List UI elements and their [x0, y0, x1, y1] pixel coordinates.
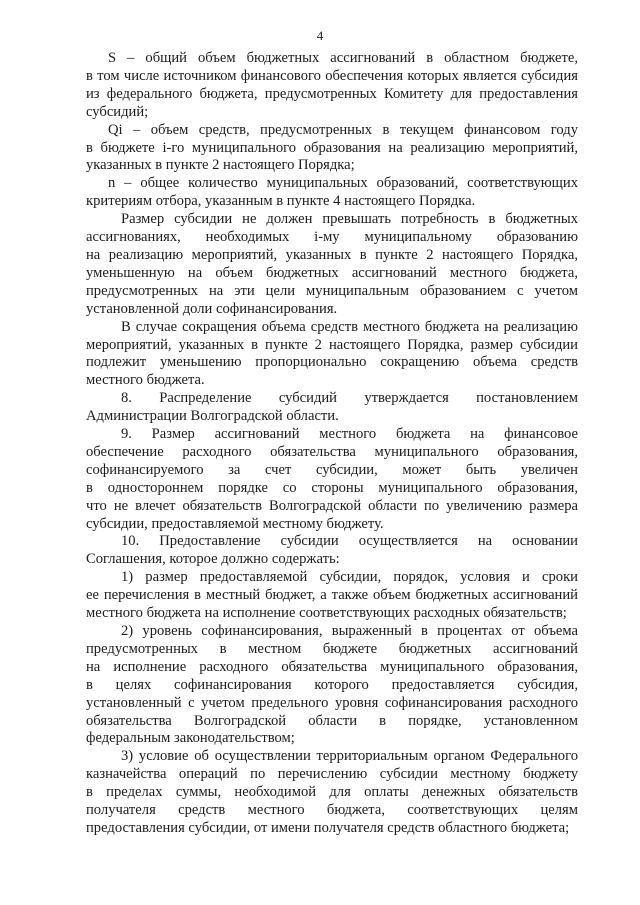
text-line: Администрации Волгоградской области. [86, 408, 339, 425]
paragraph-item-8 [86, 390, 578, 426]
text-line: 9. Размер ассигнований местного бюджета на финансовое [121, 426, 578, 443]
text-line: ассигнованиях, необходимых i-му муниципальному образованию [86, 229, 578, 246]
text-line: предоставления субсидии, от имени получателя средств областного бюджета; [86, 819, 570, 836]
text-line: Qi – объем средств, предусмотренных в текущем финансовом году [108, 121, 578, 138]
text-line: ее перечисления в местный бюджет, а также объем бюджетных ассигнований [86, 587, 578, 604]
text-line: получателя средств местного бюджета, соответствующих целям [86, 802, 578, 819]
text-line: Размер субсидии не должен превышать потребность в бюджетных [121, 211, 578, 228]
text-line: субсидий; [86, 103, 149, 120]
text-line: подлежит уменьшению пропорционально сокращению объема средств [86, 354, 578, 371]
text-line: в пределах суммы, необходимой для оплаты денежных обязательств [86, 784, 578, 801]
text-line: казначейства операций по перечислению субсидии местному бюджету [86, 766, 578, 783]
text-line: установленный с учетом предельного уровня софинансирования расходного [86, 694, 578, 711]
text-line: местного бюджета. [86, 372, 205, 389]
text-line: 2) уровень софинансирования, выраженный в процентах от объема [121, 623, 578, 639]
text-line: критериям отбора, указанным в пункте 4 настоящего Порядка. [86, 193, 476, 210]
text-line: предусмотренных в местном бюджете бюджетных ассигнований [86, 640, 578, 657]
text-line: указанных в пункте 2 настоящего Порядка; [86, 157, 355, 174]
text-line: предусмотренных на эти цели муниципальным образованием с учетом [86, 282, 578, 299]
text-line: на реализацию мероприятий, указанных в пункте 2 настоящего Порядка, [86, 246, 578, 263]
paragraph-size-limit [86, 211, 578, 318]
paragraph-def-n [86, 175, 578, 211]
text-line: в том числе источником финансового обеспечения которых является субсидия [86, 67, 578, 84]
document-body [86, 50, 578, 838]
text-line: мероприятий, указанных в пункте 2 настоящего Порядка, размер субсидии [86, 336, 578, 353]
text-line: S – общий объем бюджетных ассигнований в областном бюджете, [108, 50, 578, 66]
text-line: 10. Предоставление субсидии осуществляется на основании [121, 533, 578, 550]
text-line: Соглашения, которое должно содержать: [86, 551, 340, 568]
text-line: из федерального бюджета, предусмотренных Комитету для предоставления [86, 85, 578, 102]
text-line: в целях софинансирования которого предоставляется субсидия, [86, 676, 578, 693]
paragraph-item-10-3 [86, 748, 578, 838]
page-number: 4 [316, 28, 324, 43]
text-line: 1) размер предоставляемой субсидии, порядок, условия и сроки [121, 569, 578, 586]
paragraph-item-9 [86, 426, 578, 533]
text-line: 8. Распределение субсидий утверждается постановлением [121, 390, 578, 407]
text-line: софинансируемого за счет субсидии, может быть увеличен [86, 461, 578, 478]
text-line: уменьшенную на объем бюджетных ассигнований местного бюджета, [86, 264, 578, 281]
paragraph-def-s [86, 50, 578, 122]
paragraph-reduction [86, 319, 578, 391]
text-line: в бюджете i-го муниципального образования на реализацию мероприятий, [86, 139, 578, 156]
text-line: обязательства Волгоградской области в порядке, установленном [86, 712, 578, 729]
paragraph-def-qi [86, 122, 578, 176]
paragraph-item-10-1 [86, 569, 578, 623]
text-line: в одностороннем порядке со стороны муниципального образования, [86, 479, 578, 496]
text-line: субсидии, предоставляемой местному бюджету. [86, 515, 384, 532]
paragraph-item-10-2 [86, 623, 578, 748]
text-line: федеральным законодательством; [86, 730, 295, 747]
text-line: n – общее количество муниципальных образований, соответствующих [108, 175, 578, 192]
paragraph-item-10 [86, 533, 578, 569]
text-line: что не влечет обязательств Волгоградской области по увеличению размера [86, 497, 578, 514]
text-line: В случае сокращения объема средств местного бюджета на реализацию [121, 318, 578, 335]
text-line: местного бюджета на исполнение соответствующих расходных обязательств; [86, 605, 567, 622]
text-line: 3) условие об осуществлении территориальным органом Федерального [121, 748, 578, 765]
text-line: установленной доли софинансирования. [86, 300, 338, 317]
text-line: обеспечение расходного обязательства муниципального образования, [86, 443, 578, 460]
text-line: на исполнение расходного обязательства муниципального образования, [86, 658, 578, 675]
